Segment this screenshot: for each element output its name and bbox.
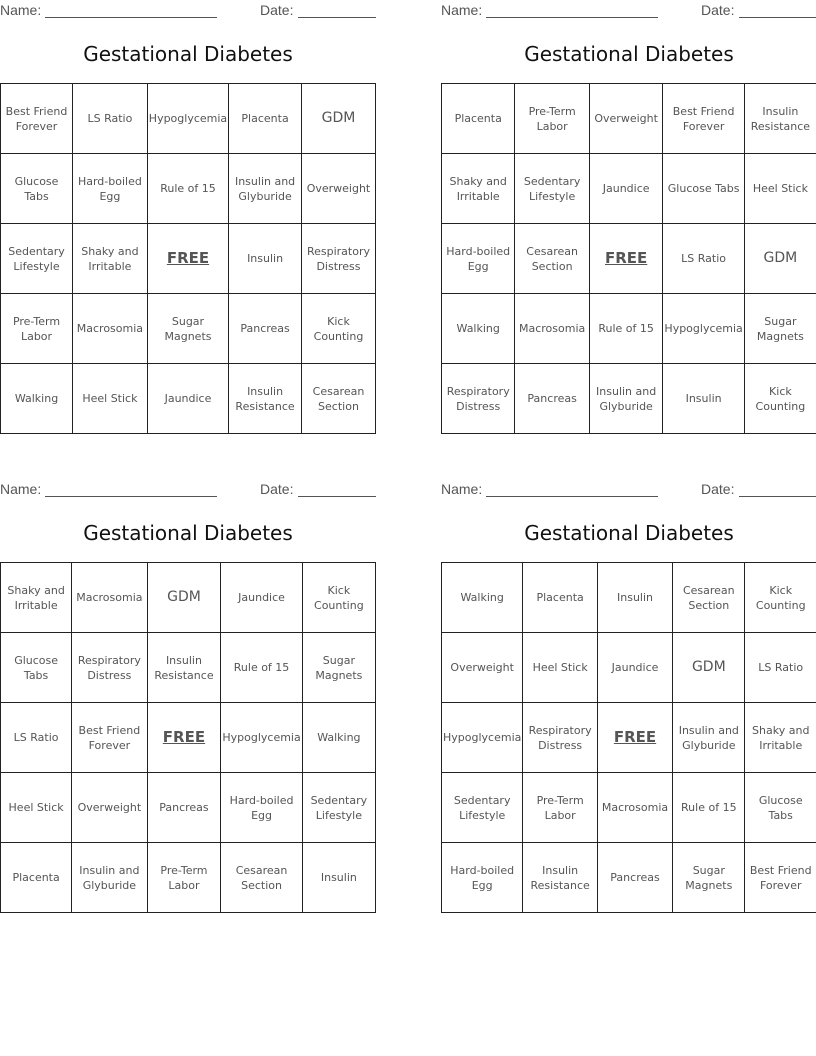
grid-row	[442, 224, 816, 294]
bingo-cell: Macrosomia	[597, 773, 672, 843]
date-line	[298, 496, 376, 497]
bingo-cell: Placenta	[1, 843, 72, 913]
bingo-cell: GDM	[301, 84, 375, 154]
bingo-cell: Sedentary Lifestyle	[302, 773, 375, 843]
bingo-cell: Sedentary Lifestyle	[1, 224, 73, 294]
bingo-cell: Hard-boiled Egg	[221, 773, 302, 843]
bingo-cell: Sugar Magnets	[744, 294, 816, 364]
date-label: Date:	[701, 2, 735, 18]
name-label: Name:	[441, 2, 483, 18]
bingo-cell: Insulin and Glyburide	[673, 703, 745, 773]
grid-row	[442, 563, 816, 633]
bingo-cell: Rule of 15	[589, 294, 663, 364]
grid-row	[442, 294, 816, 364]
grid-row	[1, 224, 376, 294]
bingo-grid	[0, 83, 376, 434]
bingo-cell: Best Friend Forever	[1, 84, 73, 154]
bingo-cell: Insulin Resistance	[229, 364, 302, 434]
bingo-cell: Walking	[442, 563, 523, 633]
bingo-cell: Overweight	[72, 773, 147, 843]
grid-row	[1, 773, 376, 843]
name-label: Name:	[441, 481, 483, 497]
bingo-cell: Cesarean Section	[673, 563, 745, 633]
bingo-cell: GDM	[673, 633, 745, 703]
bingo-cell: Insulin	[663, 364, 744, 434]
bingo-cell: Pre-Term Labor	[523, 773, 598, 843]
bingo-cell: Respiratory Distress	[523, 703, 598, 773]
name-date-bar	[0, 2, 376, 20]
grid-row	[442, 773, 816, 843]
bingo-cell: Placenta	[229, 84, 302, 154]
bingo-cell: Pancreas	[229, 294, 302, 364]
grid-row	[442, 84, 816, 154]
bingo-cell: Sugar Magnets	[673, 843, 745, 913]
free-space: FREE	[147, 703, 221, 773]
bingo-cell: Hypoglycemia	[442, 703, 523, 773]
date-line	[298, 17, 376, 18]
bingo-cell: GDM	[147, 563, 221, 633]
free-space: FREE	[597, 703, 672, 773]
bingo-cell: Cesarean Section	[301, 364, 375, 434]
bingo-cell: Rule of 15	[221, 633, 302, 703]
bingo-cell: Insulin and Glyburide	[589, 364, 663, 434]
date-label: Date:	[701, 481, 735, 497]
bingo-cell: LS Ratio	[663, 224, 744, 294]
grid-row	[1, 154, 376, 224]
bingo-cell: Heel Stick	[523, 633, 598, 703]
bingo-cell: Placenta	[442, 84, 515, 154]
bingo-cell: LS Ratio	[73, 84, 148, 154]
bingo-cell: Best Friend Forever	[663, 84, 744, 154]
bingo-cell: Jaundice	[597, 633, 672, 703]
card-title: Gestational Diabetes	[83, 42, 293, 66]
bingo-grid	[441, 562, 816, 913]
bingo-cell: Insulin	[302, 843, 375, 913]
bingo-cell: Cesarean Section	[221, 843, 302, 913]
bingo-cell: Hypoglycemia	[663, 294, 744, 364]
bingo-cell: Insulin	[597, 563, 672, 633]
bingo-cell: Insulin Resistance	[744, 84, 816, 154]
bingo-cell: LS Ratio	[1, 703, 72, 773]
bingo-cell: Heel Stick	[744, 154, 816, 224]
bingo-cell: Jaundice	[221, 563, 302, 633]
bingo-cell: Shaky and Irritable	[745, 703, 816, 773]
card-title: Gestational Diabetes	[524, 521, 734, 545]
grid-row	[442, 633, 816, 703]
date-line	[739, 17, 816, 18]
bingo-cell: Sedentary Lifestyle	[442, 773, 523, 843]
card-title: Gestational Diabetes	[524, 42, 734, 66]
bingo-cell: Jaundice	[147, 364, 228, 434]
grid-row	[1, 84, 376, 154]
bingo-cell: Kick Counting	[745, 563, 816, 633]
bingo-cell: Placenta	[523, 563, 598, 633]
bingo-cell: Rule of 15	[673, 773, 745, 843]
bingo-grid	[0, 562, 376, 913]
bingo-cell: Pre-Term Labor	[1, 294, 73, 364]
bingo-cell: Macrosomia	[72, 563, 147, 633]
bingo-cell: Walking	[1, 364, 73, 434]
bingo-cell: Pancreas	[597, 843, 672, 913]
bingo-cell: Walking	[442, 294, 515, 364]
bingo-cell: Pre-Term Labor	[147, 843, 221, 913]
bingo-cell: Insulin Resistance	[147, 633, 221, 703]
bingo-cell: Hard-boiled Egg	[442, 843, 523, 913]
bingo-cell: Insulin	[229, 224, 302, 294]
name-date-bar	[441, 481, 816, 499]
bingo-cell: Best Friend Forever	[745, 843, 816, 913]
grid-row	[1, 703, 376, 773]
bingo-cell: Hard-boiled Egg	[73, 154, 148, 224]
bingo-cell: Insulin Resistance	[523, 843, 598, 913]
bingo-cell: Sugar Magnets	[147, 294, 228, 364]
name-label: Name:	[0, 2, 42, 18]
bingo-cell: Heel Stick	[73, 364, 148, 434]
bingo-cell: Respiratory Distress	[72, 633, 147, 703]
bingo-cell: Glucose Tabs	[663, 154, 744, 224]
bingo-cell: Insulin and Glyburide	[229, 154, 302, 224]
bingo-cell: Shaky and Irritable	[442, 154, 515, 224]
bingo-cell: Walking	[302, 703, 375, 773]
bingo-cell: Heel Stick	[1, 773, 72, 843]
bingo-cell: Sugar Magnets	[302, 633, 375, 703]
grid-row	[442, 364, 816, 434]
bingo-cell: Overweight	[589, 84, 663, 154]
bingo-cell: Hypoglycemia	[147, 84, 228, 154]
free-space: FREE	[147, 224, 228, 294]
bingo-cell: Hard-boiled Egg	[442, 224, 515, 294]
bingo-cell: Respiratory Distress	[442, 364, 515, 434]
name-line	[486, 17, 658, 18]
grid-row	[442, 703, 816, 773]
bingo-cell: Rule of 15	[147, 154, 228, 224]
bingo-cell: Insulin and Glyburide	[72, 843, 147, 913]
bingo-cell: Cesarean Section	[515, 224, 589, 294]
grid-row	[1, 843, 376, 913]
bingo-cell: Glucose Tabs	[745, 773, 816, 843]
grid-row	[442, 843, 816, 913]
bingo-cell: Glucose Tabs	[1, 633, 72, 703]
bingo-cell: Macrosomia	[73, 294, 148, 364]
grid-row	[1, 563, 376, 633]
name-line	[45, 496, 217, 497]
date-line	[739, 496, 816, 497]
bingo-cell: Pancreas	[147, 773, 221, 843]
bingo-cell: Best Friend Forever	[72, 703, 147, 773]
bingo-cell: Sedentary Lifestyle	[515, 154, 589, 224]
bingo-cell: Hypoglycemia	[221, 703, 302, 773]
bingo-cell: GDM	[744, 224, 816, 294]
date-label: Date:	[260, 481, 294, 497]
bingo-cell: Macrosomia	[515, 294, 589, 364]
name-date-bar	[0, 481, 376, 499]
name-line	[486, 496, 658, 497]
date-label: Date:	[260, 2, 294, 18]
bingo-cell: Pancreas	[515, 364, 589, 434]
bingo-cell: Pre-Term Labor	[515, 84, 589, 154]
name-label: Name:	[0, 481, 42, 497]
bingo-grid	[441, 83, 816, 434]
bingo-cell: Overweight	[301, 154, 375, 224]
bingo-cell: Overweight	[442, 633, 523, 703]
bingo-cell: LS Ratio	[745, 633, 816, 703]
bingo-cell: Glucose Tabs	[1, 154, 73, 224]
name-date-bar	[441, 2, 816, 20]
card-title: Gestational Diabetes	[83, 521, 293, 545]
bingo-cell: Respiratory Distress	[301, 224, 375, 294]
grid-row	[442, 154, 816, 224]
bingo-cell: Jaundice	[589, 154, 663, 224]
grid-row	[1, 633, 376, 703]
bingo-cell: Shaky and Irritable	[73, 224, 148, 294]
bingo-cell: Kick Counting	[301, 294, 375, 364]
grid-row	[1, 294, 376, 364]
name-line	[45, 17, 217, 18]
bingo-cell: Kick Counting	[744, 364, 816, 434]
bingo-cell: Shaky and Irritable	[1, 563, 72, 633]
bingo-cell: Kick Counting	[302, 563, 375, 633]
grid-row	[1, 364, 376, 434]
free-space: FREE	[589, 224, 663, 294]
